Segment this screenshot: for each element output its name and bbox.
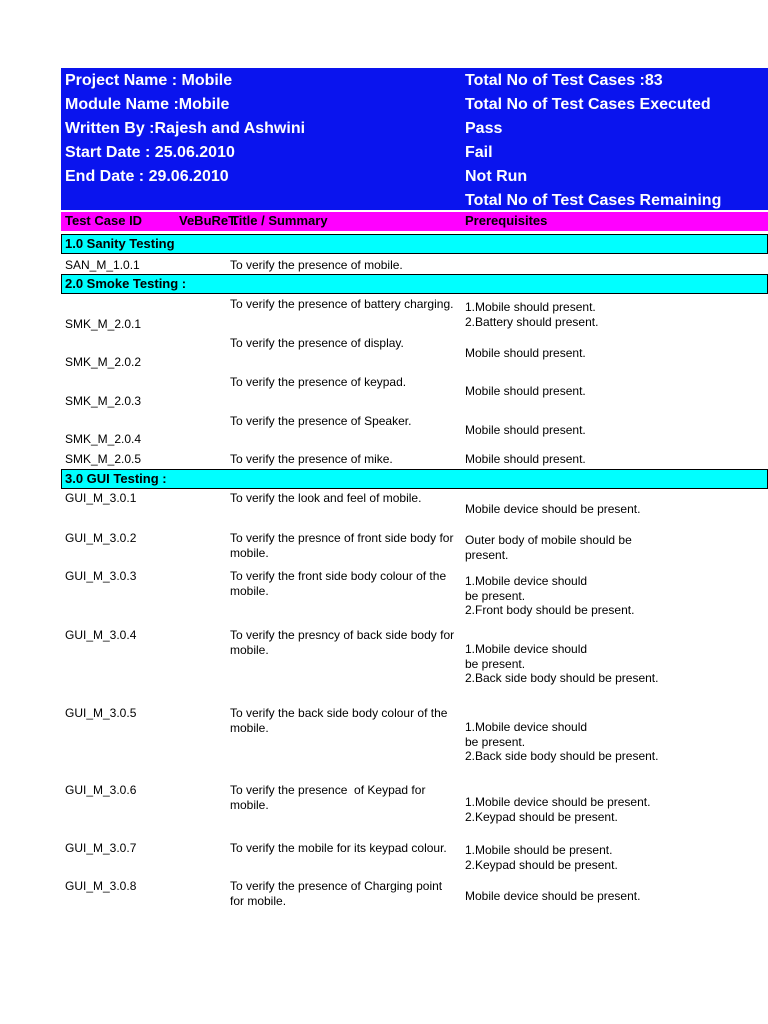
test-case-title: To verify the presence of Speaker.: [230, 414, 412, 428]
section-sanity-testing: [61, 234, 768, 254]
pass-label: Pass: [465, 120, 503, 137]
test-case-id: GUI_M_3.0.7: [65, 841, 137, 855]
test-case-id: SMK_M_2.0.4: [65, 432, 142, 446]
test-case-prerequisites: 1.Mobile device should be present. 2.Front body should be present.: [465, 574, 635, 617]
test-case-prerequisites: Outer body of mobile should be present.: [465, 533, 632, 562]
test-case-title: To verify the presence of keypad.: [230, 375, 407, 389]
test-case-id: GUI_M_3.0.1: [65, 491, 137, 505]
start-date: Start Date : 25.06.2010: [65, 144, 235, 161]
col-version: VeBuReT.: [179, 213, 239, 228]
test-case-title: To verify the mobile for its keypad colour.: [230, 841, 447, 855]
test-case-id: SMK_M_2.0.5: [65, 452, 142, 466]
test-case-id: GUI_M_3.0.4: [65, 628, 137, 642]
test-case-prerequisites: Mobile should present.: [465, 452, 586, 466]
test-case-prerequisites: Mobile should present.: [465, 423, 586, 437]
test-case-id: GUI_M_3.0.8: [65, 879, 137, 893]
test-case-title: To verify the presnce of front side body for mobile.: [230, 531, 454, 560]
module-name: Module Name :Mobile: [65, 96, 230, 113]
total-executed: Total No of Test Cases Executed: [465, 96, 711, 113]
end-date: End Date : 29.06.2010: [65, 168, 229, 185]
test-case-title: To verify the presence of Charging point for mobile.: [230, 879, 443, 908]
test-case-prerequisites: 1.Mobile device should be present. 2.Back side body should be present.: [465, 642, 659, 685]
test-case-id: GUI_M_3.0.6: [65, 783, 137, 797]
section-label: 2.0 Smoke Testing :: [65, 276, 187, 291]
fail-label: Fail: [465, 144, 493, 161]
test-case-title: To verify the presence of battery charging.: [230, 297, 454, 311]
project-header: [61, 68, 768, 210]
test-case-id: GUI_M_3.0.3: [65, 569, 137, 583]
test-case-id: SMK_M_2.0.2: [65, 355, 142, 369]
total-remaining: Total No of Test Cases Remaining: [465, 192, 722, 209]
written-by: Written By :Rajesh and Ashwini: [65, 120, 306, 137]
col-test-case-id: Test Case ID: [65, 213, 143, 228]
test-case-prerequisites: 1.Mobile device should be present. 2.Keypad should be present.: [465, 795, 651, 824]
column-header-row: [61, 212, 768, 231]
col-prerequisites: Prerequisites: [465, 213, 548, 228]
test-case-prerequisites: Mobile device should be present.: [465, 502, 641, 516]
test-case-id: SMK_M_2.0.3: [65, 394, 142, 408]
test-case-id: GUI_M_3.0.2: [65, 531, 137, 545]
test-case-title: To verify the look and feel of mobile.: [230, 491, 422, 505]
col-title-summary: Title / Summary: [231, 213, 328, 228]
project-name: Project Name : Mobile: [65, 72, 233, 89]
test-case-title: To verify the back side body colour of the mobile.: [230, 706, 448, 735]
not-run-label: Not Run: [465, 168, 528, 185]
section-label: 1.0 Sanity Testing: [65, 236, 175, 251]
test-case-title: To verify the presence of mike.: [230, 452, 393, 466]
test-case-prerequisites: 1.Mobile should present. 2.Battery should present.: [465, 300, 599, 329]
test-case-title: To verify the presence of Keypad for mobile.: [230, 783, 429, 812]
test-case-prerequisites: Mobile should present.: [465, 384, 586, 398]
section-label: 3.0 GUI Testing :: [65, 471, 167, 486]
section-gui-testing: [61, 469, 768, 489]
test-case-title: To verify the front side body colour of the mobile.: [230, 569, 447, 598]
test-case-title: To verify the presence of mobile.: [230, 258, 403, 272]
test-case-title: To verify the presncy of back side body for mobile.: [230, 628, 455, 657]
total-test-cases: Total No of Test Cases :83: [465, 72, 663, 89]
test-case-id: SMK_M_2.0.1: [65, 317, 142, 331]
test-case-prerequisites: Mobile device should be present.: [465, 889, 641, 903]
test-case-id: SAN_M_1.0.1: [65, 258, 140, 272]
test-case-title: To verify the presence of display.: [230, 336, 404, 350]
test-case-prerequisites: 1.Mobile should be present. 2.Keypad should be present.: [465, 843, 618, 872]
test-case-id: GUI_M_3.0.5: [65, 706, 137, 720]
test-case-prerequisites: 1.Mobile device should be present. 2.Back side body should be present.: [465, 720, 659, 763]
test-case-prerequisites: Mobile should present.: [465, 346, 586, 360]
section-smoke-testing: [61, 274, 768, 294]
